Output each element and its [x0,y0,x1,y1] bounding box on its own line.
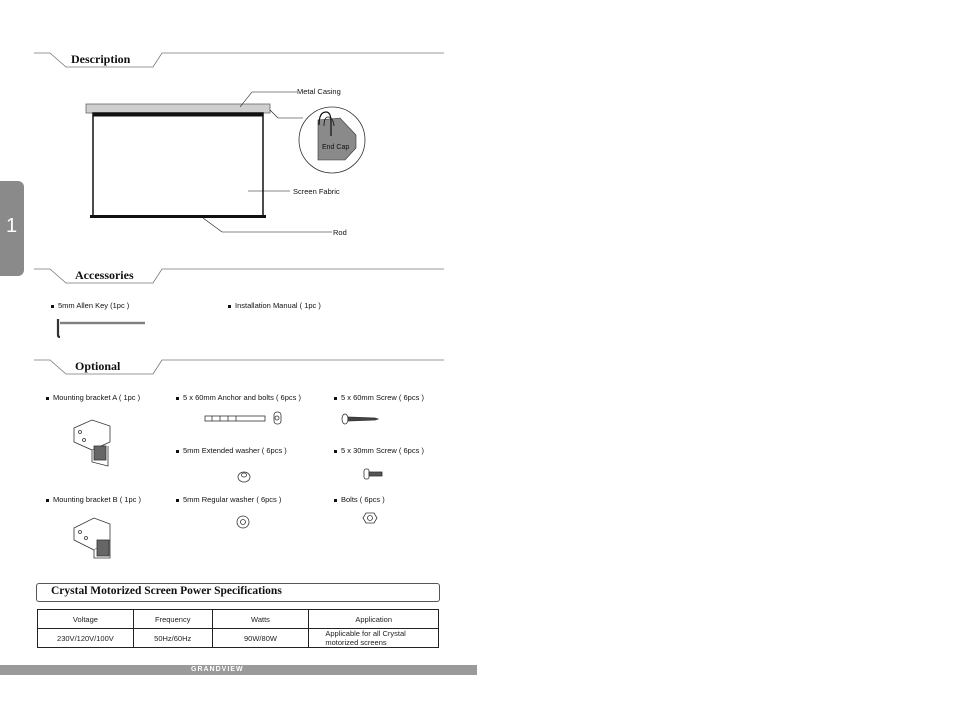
label-rod: Rod [333,228,347,237]
cell-application: Applicable for all Crystal motorized screens [309,629,439,648]
anchor-bolt-icon [205,412,281,424]
label-metal-casing: Metal Casing [297,87,341,96]
bracket-a-icon [74,420,110,466]
extended-washer-icon [238,472,250,482]
cell-voltage: 230V/120V/100V [38,629,134,648]
bolt-icon [363,513,377,523]
regular-washer-icon [237,516,249,528]
cell-watts: 90W/80W [212,629,309,648]
spec-table [37,609,439,648]
description-title: Description [71,52,131,66]
screw-60-icon [342,414,378,424]
bracket-b-icon [74,518,110,558]
optional-item: 5 x 60mm Screw ( 6pcs ) [334,393,424,402]
table-row [38,629,439,648]
header-voltage: Voltage [38,610,134,629]
optional-item: 5 x 30mm Screw ( 6pcs ) [334,446,424,455]
optional-item: 5mm Extended washer ( 6pcs ) [176,446,287,455]
optional-item: 5mm Regular washer ( 6pcs ) [176,495,281,504]
accessory-item: 5mm Allen Key (1pc ) [51,301,129,310]
accessory-item: Installation Manual ( 1pc ) [228,301,321,310]
header-application: Application [309,610,439,629]
optional-title: Optional [75,359,121,373]
brand-logo: GRANDVIEW [191,666,244,673]
optional-item: Mounting bracket B ( 1pc ) [46,495,141,504]
optional-item: Bolts ( 6pcs ) [334,495,385,504]
label-screen-fabric: Screen Fabric [293,187,340,196]
spec-title: Crystal Motorized Screen Power Specifications [51,585,282,597]
cell-frequency: 50Hz/60Hz [133,629,212,648]
hardware-drawings [0,0,477,570]
label-end-cap: End Cap [322,144,350,151]
optional-item: 5 x 60mm Anchor and bolts ( 6pcs ) [176,393,301,402]
accessories-title: Accessories [75,268,134,282]
page-number: 1 [6,215,18,237]
table-header-row [38,610,439,629]
optional-item: Mounting bracket A ( 1pc ) [46,393,140,402]
screw-30-icon [364,469,382,479]
header-watts: Watts [212,610,309,629]
header-frequency: Frequency [133,610,212,629]
